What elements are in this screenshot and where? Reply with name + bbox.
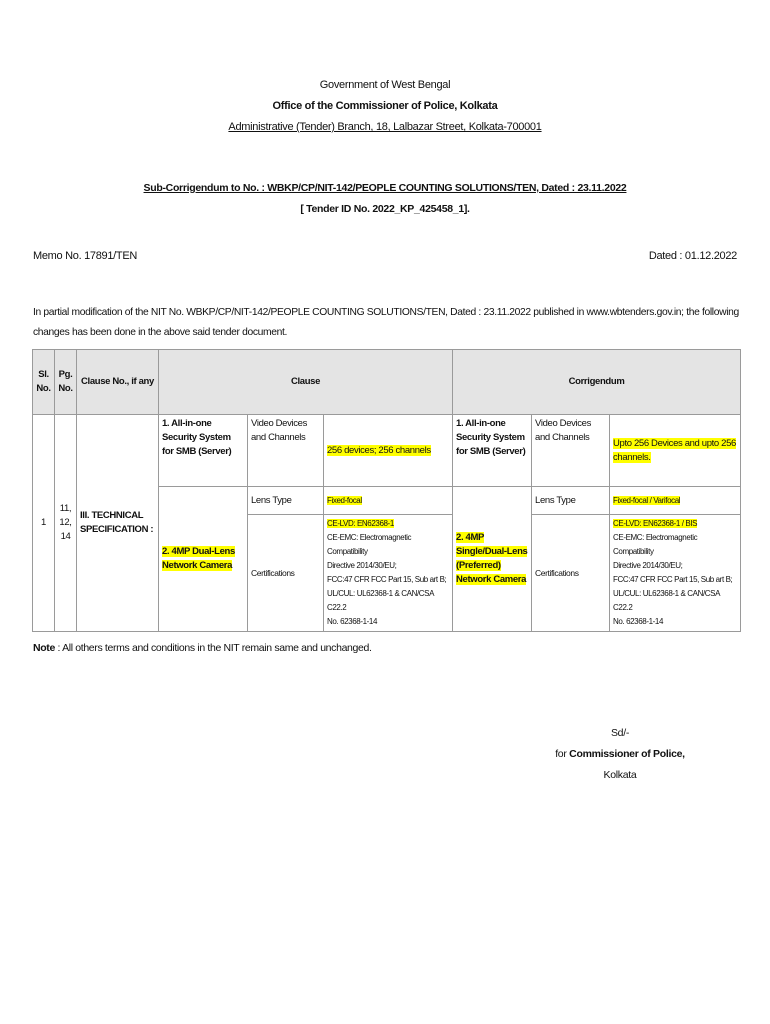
clause-param-lens: Lens Type: [248, 487, 324, 515]
clause-value-video: [324, 415, 453, 487]
corr-item-server: 1. All-in-one Security System for SMB (Server): [453, 415, 532, 487]
corr-param-cert: Certifications: [532, 515, 610, 632]
clause-value-lens-text: Fixed-focal: [327, 495, 362, 505]
header-pg-no: Pg. No.: [55, 350, 77, 415]
header-sl-no: Sl. No.: [33, 350, 55, 415]
corr-cert-line: Directive 2014/30/EU;: [613, 561, 683, 570]
memo-number: Memo No. 17891/TEN: [33, 250, 138, 262]
clause-param-video: Video Devices and Channels: [248, 415, 324, 487]
header-office: Office of the Commissioner of Police, Kolkata: [272, 100, 498, 112]
signature-sd: Sd/-: [610, 727, 630, 739]
intro-paragraph: In partial modification of the NIT No. WBKP/CP/NIT-142/PEOPLE COUNTING SOLUTIONS/TEN, Dated : 23.11.2022 published in www.wbtenders.gov.in; the following changes has been done in the above said tender document.: [33, 307, 739, 338]
clause-value-lens: [324, 487, 453, 515]
header-clause-no: Clause No., if any: [77, 350, 159, 415]
header-address: Administrative (Tender) Branch, 18, Lalbazar Street, Kolkata-700001: [228, 121, 542, 133]
clause-cert-line: No. 62368-1-14: [327, 617, 377, 626]
corr-cert-line: CE-LVD: EN62368-1 / BIS: [613, 519, 698, 528]
clause-value-cert: [324, 515, 453, 632]
corr-param-video: Video Devices and Channels: [532, 415, 610, 487]
signature-for: for: [555, 748, 567, 760]
clause-cert-line: Directive 2014/30/EU;: [327, 561, 397, 570]
clause-cert-line: CE-LVD: EN62368-1: [327, 519, 394, 528]
corrigendum-table: [32, 349, 741, 632]
clause-cert-line: UL/CUL: UL62368-1 & CAN/CSA C22.2: [327, 589, 434, 612]
corr-item-camera: [453, 487, 532, 632]
corr-cert-line: UL/CUL: UL62368-1 & CAN/CSA C22.2: [613, 589, 720, 612]
table-row: [33, 415, 741, 487]
corr-value-cert: [610, 515, 741, 632]
clause-item-camera-text: 2. 4MP Dual-Lens Network Camera: [162, 546, 235, 571]
note-label: Note: [33, 642, 55, 654]
cell-clause-no: III. TECHNICAL SPECIFICATION :: [77, 415, 159, 632]
signature-title: Commissioner of Police,: [569, 748, 685, 760]
subject-line: Sub-Corrigendum to No. : WBKP/CP/NIT-142/PEOPLE COUNTING SOLUTIONS/TEN, Dated : 23.11.2022: [143, 182, 627, 194]
memo-date: Dated : 01.12.2022: [648, 250, 737, 262]
clause-item-server: 1. All-in-one Security System for SMB (Server): [159, 415, 248, 487]
clause-cert-line: CE-EMC: Electromagnetic Compatibility: [327, 533, 412, 556]
cell-pg: 11, 12, 14: [55, 415, 77, 632]
clause-param-cert: Certifications: [248, 515, 324, 632]
signature-authority: [520, 748, 720, 760]
corr-value-lens-text: Fixed-focal / Varifocal: [613, 495, 681, 505]
header-corrigendum: Corrigendum: [453, 350, 741, 415]
corr-param-lens: Lens Type: [532, 487, 610, 515]
corr-cert-line: No. 62368-1-14: [613, 617, 664, 626]
table-header-row: [33, 350, 741, 415]
tender-id: [ Tender ID No. 2022_KP_425458_1].: [300, 203, 470, 215]
clause-cert-line: FCC:47 CFR FCC Part 15, Sub art B;: [327, 575, 447, 584]
header-government: Government of West Bengal: [319, 79, 451, 91]
note: [33, 642, 372, 654]
cell-sl: 1: [33, 415, 55, 632]
corr-value-video: [610, 415, 741, 487]
header-clause: Clause: [159, 350, 453, 415]
clause-item-camera: [159, 487, 248, 632]
corr-value-lens: [610, 487, 741, 515]
corr-cert-line: FCC:47 CFR FCC Part 15, Sub art B;: [613, 575, 733, 584]
corr-item-camera-text: 2. 4MP Single/Dual-Lens (Preferred) Network Camera: [456, 532, 528, 585]
note-text: : All others terms and conditions in the NIT remain same and unchanged.: [57, 642, 372, 654]
clause-value-video-text: 256 devices; 256 channels: [327, 444, 431, 456]
corr-cert-line: CE-EMC: Electromagnetic Compatibility: [613, 533, 698, 556]
signature-city: Kolkata: [603, 769, 637, 781]
corr-value-video-text: Upto 256 Devices and upto 256 channels.: [613, 437, 736, 463]
